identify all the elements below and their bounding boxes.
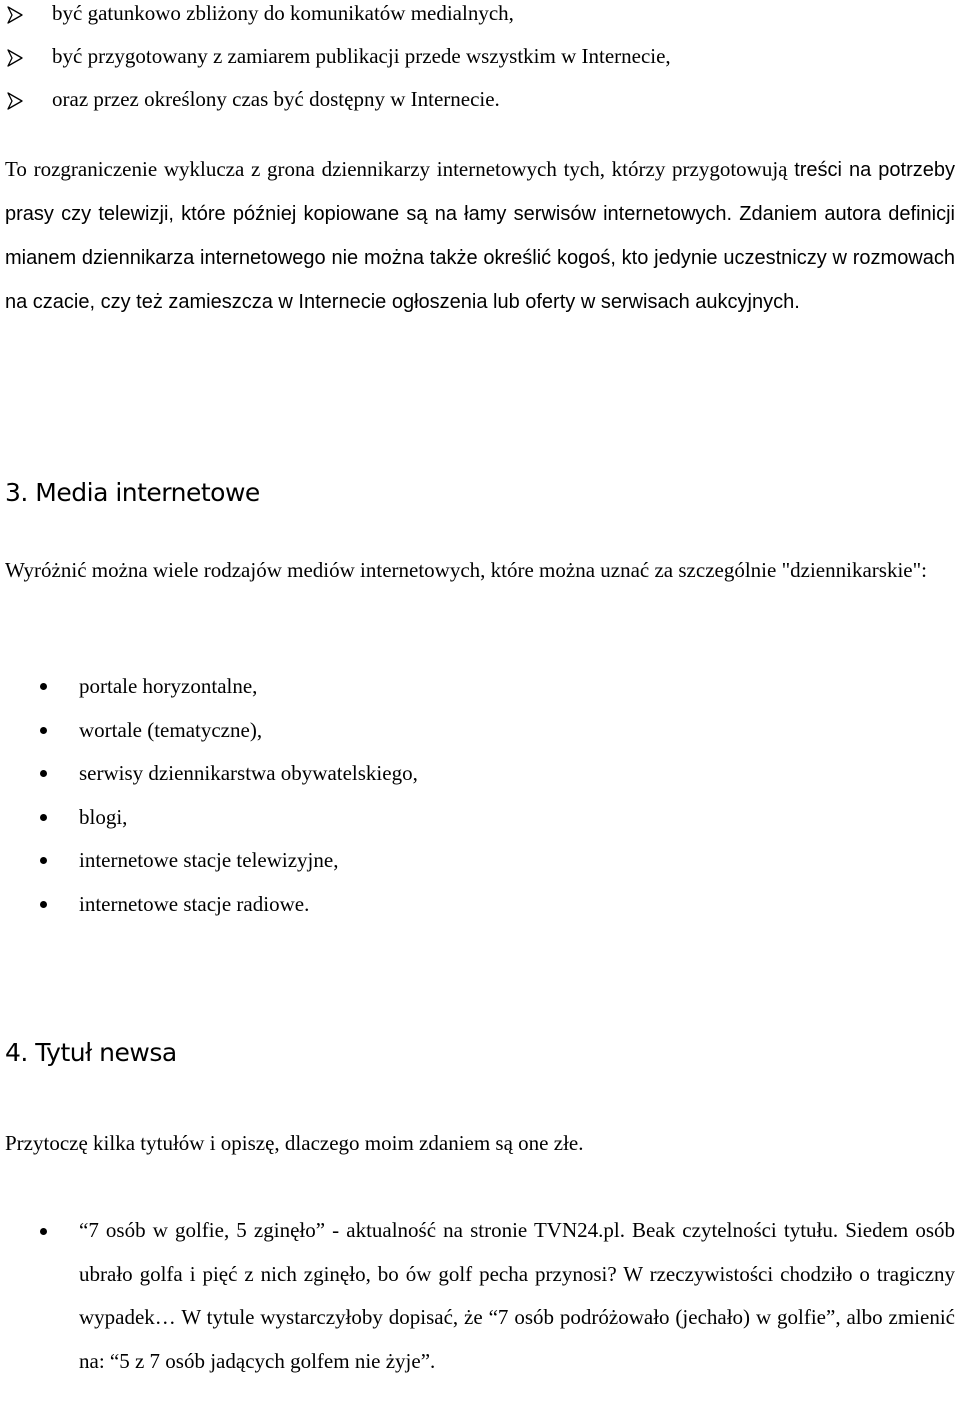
arrow-bullet-icon [6,6,24,24]
bullet-dot-icon [40,814,47,821]
media-type-item [0,665,960,709]
arrow-bullet-icon [6,92,24,110]
bullet-dot-icon [40,770,47,777]
criteria-list-item-text: być przygotowany z zamiarem publikacji przede wszystkim w Internecie, [52,44,671,68]
media-type-item [0,839,960,883]
paragraph-text-sans-2: Zdaniem autora definicji mianem dziennikarza internetowego nie można także określić kogoś, kto jedynie uczestniczy w rozmowach na czacie, czy też zamieszcza w Internecie ogłoszenia lub oferty w serwisach aukcyjnych. [5,203,955,313]
bullet-dot-icon [40,727,47,734]
media-types-list [0,665,960,926]
criteria-list-item-text: być gatunkowo zbliżony do komunikatów medialnych, [52,1,514,25]
news-title-text: “7 osób w golfie, 5 zginęło” - aktualność na stronie TVN24.pl. Beak czytelności tytułu. Siedem osób ubrało golfa i pięć z nich zginęło, bo ów golf pecha przynosi? W rzeczywistości chodziło o tragiczny wypadek… W tytule wystarczyłoby dopisać, że “7 osób podróżowało (jechało) w golfie”, albo zmienić na: “5 z 7 osób jadących golfem nie żyje”. [79,1218,955,1373]
criteria-list-item-text: oraz przez określony czas być dostępny w Internecie. [52,87,500,111]
paragraph-text-sans: treści na potrzeby prasy czy telewizji, które później kopiowane są na łamy serwisów internetowych. [5,159,955,225]
bullet-dot-icon [40,901,47,908]
criteria-list-item [0,43,960,86]
definition-paragraph [5,148,955,324]
media-type-item [0,752,960,796]
media-type-text: blogi, [79,804,128,829]
media-type-text: wortale (tematyczne), [79,717,263,742]
media-intro-paragraph: Wyróżnić można wiele rodzajów mediów internetowych, które można uznać za szczególnie "dziennikarskie": [5,558,928,582]
section-heading-news-title: 4. Tytuł newsa [5,1038,177,1067]
media-type-item [0,709,960,753]
media-type-text: portale horyzontalne, [79,674,258,698]
news-intro-paragraph: Przytoczę kilka tytułów i opiszę, dlaczego moim zdaniem są one złe. [5,1131,584,1155]
news-title-item [0,1209,955,1383]
media-type-item [0,796,960,840]
media-type-text: internetowe stacje radiowe. [79,891,310,916]
criteria-list-item [0,0,960,43]
media-type-item [0,883,960,927]
media-type-text: serwisy dziennikarstwa obywatelskiego, [79,761,418,785]
section-heading-media: 3. Media internetowe [5,478,260,507]
media-type-text: internetowe stacje telewizyjne, [79,848,339,872]
paragraph-text-serif: To rozgraniczenie wyklucza z grona dziennikarzy internetowych tych, którzy przygotowują [5,157,795,181]
bullet-dot-icon [40,1228,47,1235]
arrow-bullet-icon [6,49,24,67]
news-titles-list [0,1209,955,1383]
bullet-dot-icon [40,683,47,690]
bullet-dot-icon [40,857,47,864]
criteria-list-item [0,86,960,129]
criteria-list [0,0,960,129]
